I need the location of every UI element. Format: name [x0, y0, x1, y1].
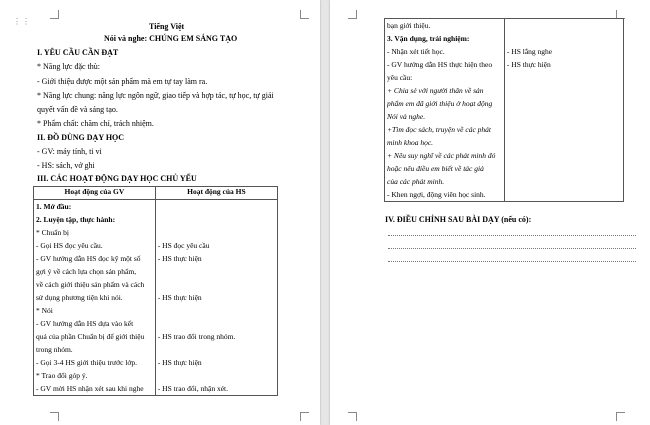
student-activity-line [158, 213, 275, 226]
student-activity-line [158, 317, 275, 330]
student-activity-line [158, 343, 275, 356]
teacher-activity-line: - GV hướng dẫn HS thực hiện theo [387, 60, 493, 69]
teacher-activity-line: * Trao đổi góp ý. [36, 371, 88, 380]
teacher-activity-line: Nói và nghe. [387, 112, 426, 121]
heading-activities: III. CÁC HOẠT ĐỘNG DẠY HỌC CHỦ YẾU [37, 174, 197, 183]
column-header-student: Hoạt động của HS [155, 187, 277, 200]
student-activity-line: - HS lắng nghe [506, 47, 553, 56]
heading-adjustment: IV. ĐIỀU CHỈNH SAU BÀI DẠY (nếu có): [385, 215, 532, 224]
margin-crop-mark [300, 10, 309, 19]
paragraph: * Phẩm chất: chăm chỉ, trách nhiệm. [37, 119, 154, 128]
student-activity-line [507, 175, 621, 188]
student-activity-line [507, 32, 621, 45]
teacher-activity-line: gợi ý về cách lựa chọn sản phẩm, [36, 267, 137, 276]
teacher-activity-line: - Nhận xét tiết học. [387, 47, 445, 56]
margin-crop-mark [348, 412, 357, 421]
student-activity-line [507, 162, 621, 175]
student-activity-line: - HS thực hiện [157, 293, 202, 302]
student-activity-line [158, 226, 275, 239]
teacher-activity-cell [385, 19, 505, 202]
student-activity-line [507, 19, 621, 32]
margin-crop-mark [50, 10, 59, 19]
student-activity-line: - HS thực hiện [506, 60, 551, 69]
fill-in-line[interactable] [388, 261, 636, 262]
teacher-activity-line: trong nhóm. [36, 345, 73, 354]
student-activity-line: - HS thực hiện [157, 358, 202, 367]
subject-title: Tiếng Việt [149, 22, 185, 31]
teacher-activity-line: - GV hướng dẫn HS đọc kỹ một số [36, 254, 141, 263]
document-page-right [330, 0, 650, 425]
margin-crop-mark [50, 412, 59, 421]
student-activity-line [507, 110, 621, 123]
teacher-activity-line: 1. Mở đầu: [36, 202, 72, 211]
student-activity-line [507, 97, 621, 110]
fill-in-line[interactable] [388, 235, 636, 236]
teacher-activity-line: - Gọi 3-4 HS giới thiệu trước lớp. [36, 358, 137, 367]
student-activity-line [158, 200, 275, 213]
student-activity-line: - HS trao đổi trong nhóm. [157, 332, 236, 341]
teacher-activity-line: + Chia sẻ với người thân về sản [387, 86, 484, 95]
teacher-activity-line: - Gọi HS đọc yêu cầu. [36, 241, 103, 250]
teacher-activity-line: bạn giới thiệu. [387, 21, 431, 30]
teacher-activity-line: phẩm em đã giới thiệu ở hoạt động [387, 99, 493, 108]
student-activity-cell [155, 200, 277, 396]
teacher-activity-line: - GV mời HS nhận xét sau khi nghe [36, 384, 144, 393]
teacher-activity-line: quả của phần Chuẩn bị để giới thiệu [36, 332, 145, 341]
table-move-handle-icon[interactable]: ⋮⋮ [13, 17, 31, 26]
teacher-activity-line: về cách giới thiệu sản phẩm và cách [36, 280, 145, 289]
teacher-activity-line: - Khen ngợi, động viên học sinh. [387, 190, 486, 199]
student-activity-line [158, 278, 275, 291]
teacher-activity-line: của các phát minh. [387, 177, 445, 186]
student-activity-line [507, 149, 621, 162]
heading-objectives: I. YÊU CẦU CẦN ĐẠT [37, 48, 119, 57]
student-activity-line: - HS thực hiện [157, 254, 202, 263]
paragraph: quyết vấn đề và sáng tạo. [37, 105, 118, 114]
student-activity-line [507, 136, 621, 149]
teacher-activity-line: 3. Vận dụng, trải nghiệm: [387, 34, 470, 43]
student-activity-line [158, 304, 275, 317]
paragraph: - HS: sách, vở ghi [37, 161, 95, 170]
lesson-title: Nói và nghe: CHÚNG EM SÁNG TẠO [104, 34, 238, 43]
paragraph: - Giới thiệu được một sản phẩm mà em tự tay làm ra. [37, 77, 208, 86]
student-activity-line [507, 71, 621, 84]
fill-in-line[interactable] [388, 248, 636, 249]
teacher-activity-line: +Tìm đọc sách, truyện về các phát [387, 125, 491, 134]
student-activity-line [158, 265, 275, 278]
lesson-plan-table-continued [384, 18, 624, 202]
paragraph: * Năng lực đặc thù: [37, 62, 100, 71]
lesson-plan-table [33, 186, 278, 396]
student-activity-line [507, 188, 621, 201]
margin-crop-mark [300, 412, 309, 421]
student-activity-cell [504, 19, 623, 202]
teacher-activity-line: hoặc nêu điều em biết về tác giả [387, 164, 484, 173]
teacher-activity-line: + Nêu suy nghĩ về các phát minh đó [387, 151, 496, 160]
teacher-activity-line: * Nói [36, 306, 53, 315]
teacher-activity-line: - GV hướng dẫn HS dựa vào kết [36, 319, 134, 328]
margin-crop-mark [616, 412, 625, 421]
student-activity-line: - HS đọc yêu cầu [157, 241, 210, 250]
heading-materials: II. ĐỒ DÙNG DẠY HỌC [37, 133, 125, 142]
teacher-activity-line: minh khoa học. [387, 138, 434, 147]
teacher-activity-line: yêu cầu: [387, 73, 413, 82]
teacher-activity-cell [34, 200, 156, 396]
column-header-teacher: Hoạt động của GV [34, 187, 156, 200]
document-page-left [0, 0, 320, 425]
paragraph: * Năng lực chung: năng lực ngôn ngữ, giao tiếp và hợp tác, tự học, tự giải [37, 91, 274, 100]
student-activity-line [158, 369, 275, 382]
teacher-activity-line: * Chuẩn bị [36, 228, 69, 237]
margin-crop-mark [348, 10, 357, 19]
student-activity-line: - HS trao đổi, nhận xét. [157, 384, 229, 393]
teacher-activity-line: 2. Luyện tập, thực hành: [36, 215, 116, 224]
paragraph: - GV: máy tính, ti vi [37, 147, 102, 156]
student-activity-line [507, 123, 621, 136]
student-activity-line [507, 84, 621, 97]
teacher-activity-line: sử dụng phương tiện khi nói. [36, 293, 123, 302]
